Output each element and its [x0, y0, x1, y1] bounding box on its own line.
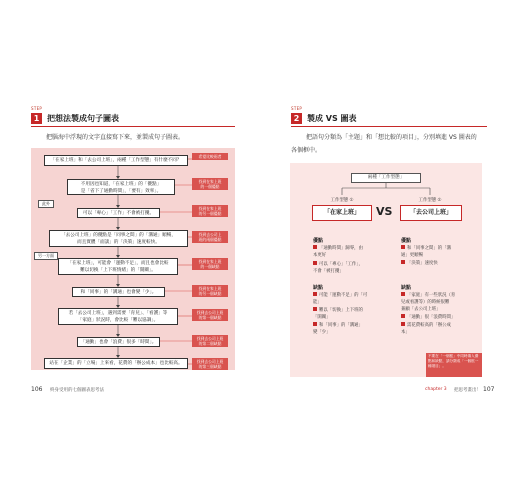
step-number: 2 [291, 113, 302, 124]
intro-text-line-1: 把語句分類為「主題」和「想比較的項目」，分別填進 VS 圖表的 [306, 134, 477, 141]
vs-mark: VS [376, 205, 393, 218]
annotation-tag: 希望比較兩者 [192, 153, 228, 160]
flow-box-office-con-1: 若「去公司上班」，遇到需要「育兒」、「看護」等 「家庭」狀況時，會比較「難以協調」。 [58, 308, 178, 325]
right-con-item: 需花費較高的「辦公成 本」 [401, 323, 451, 335]
topic-box: 兩種「工作型態」 [351, 173, 421, 183]
flow-box-wfh-con-2: 和「同事」的「溝通」也會變「少」。 [72, 287, 165, 297]
flow-box-wfh-con-1: 「在家上班」，可能會「運動不足」，而且也會比較 難以切換「上下班情緒」的「開關」。 [58, 258, 178, 275]
step-title: 製成 VS 圖表 [307, 114, 357, 123]
flow-box-question: 「在家上班」和「去公司上班」，兩種「工作型態」有什麼不同？ [44, 155, 188, 166]
left-con-item: 可能「運動不足」的「可 能」 [313, 293, 368, 305]
flow-box-wfh-pro-2: 可以「專心」「工作」不會被打擾。 [77, 208, 160, 218]
step-tag: STEP [291, 106, 303, 111]
tip-note: 不要在「一個框」中同時填入優點和缺點，請分類成「一個框一種項目」。 [426, 353, 482, 377]
page-number: 107 [483, 386, 495, 393]
page-number: 106 [31, 386, 43, 393]
flow-box-office-pros: 「去公司上班」的優點是「同事之間」的「溝通」順暢， 而且實體「面談」的「決策」速度較快。 [49, 230, 188, 247]
annotation-tag: 找到去公司上班 的第二個缺點 [192, 335, 228, 347]
left-pro-item: 「通勤時間」歸零，由 本更好 [313, 246, 363, 258]
connector-label: 另一方面 [34, 252, 58, 260]
step-number: 1 [31, 113, 42, 124]
flow-box-wfh-pro-1: 不用因也知道，「在家上班」的「優點」 是「省下了通勤時間」，「要有」效率」。 [67, 179, 175, 195]
card-header-right: 工作型態 ② [418, 198, 442, 203]
annotation-tag: 找到去公司上班 的第一個缺點 [192, 309, 228, 321]
chapter-title-footer: 把思考畫出！ [454, 388, 481, 393]
flow-box-office-con-3: 站在「企業」的「立場」上來看，花費的「辦公成本」也比較高。 [44, 358, 188, 369]
cons-heading-right: 缺點 [401, 285, 412, 291]
right-pro-item: 「決策」速度快 [401, 260, 463, 267]
card-header-left: 工作型態 ① [330, 198, 354, 203]
pros-heading-left: 優點 [313, 238, 324, 244]
step-tag: STEP [31, 106, 43, 111]
book-title-footer: 終身受用的七個圖表思考法 [50, 388, 104, 393]
annotation-tag: 找到在家上班 的另一個優點 [192, 205, 228, 217]
intro-text: 把腦海中浮現的文字直接寫下來，並製成句子圖表。 [46, 134, 185, 141]
left-con-item: 難以「切換」上下班的 「開關」 [313, 308, 363, 320]
pros-heading-right: 優點 [401, 238, 412, 244]
cons-heading-left: 缺點 [313, 285, 324, 291]
annotation-tag: 找到在家上班 的一個優點 [192, 178, 228, 190]
annotation-tag: 找到在家上班 的另一個缺點 [192, 285, 228, 297]
left-con-item: 和「同事」的「溝通」 變「少」 [313, 323, 363, 335]
connector-label: 此外 [38, 200, 54, 208]
right-pro-item: 和「同事之間」的「溝 通」更順暢 [401, 246, 451, 258]
annotation-tag: 找到在家上班 的一個缺點 [192, 258, 228, 270]
card-work-from-home: 「在家上班」 [312, 205, 372, 221]
right-con-item: 「通勤」很「浪費時間」 [401, 314, 463, 321]
intro-text-line-2: 各個框中。 [291, 147, 322, 154]
annotation-tag: 找到去公司上 班的兩個優點 [192, 231, 228, 243]
card-office: 「去公司上班」 [400, 205, 462, 221]
annotation-tag: 找到去公司上班 的第三個缺點 [192, 358, 228, 370]
left-pro-item: 可以「專心」「工作」， 不會「被打擾」 [313, 262, 363, 274]
right-con-item: 「家庭」有一些狀況（育 兒或看護等）的時候很難 兼顧「去公司上班」 [401, 293, 456, 312]
flow-box-office-con-2: 「通勤」也會「浪費」很多「時間」。 [77, 337, 160, 347]
step-title: 把想法製成句子圖表 [47, 114, 119, 123]
chapter-footer: chapter 3 [425, 387, 447, 392]
